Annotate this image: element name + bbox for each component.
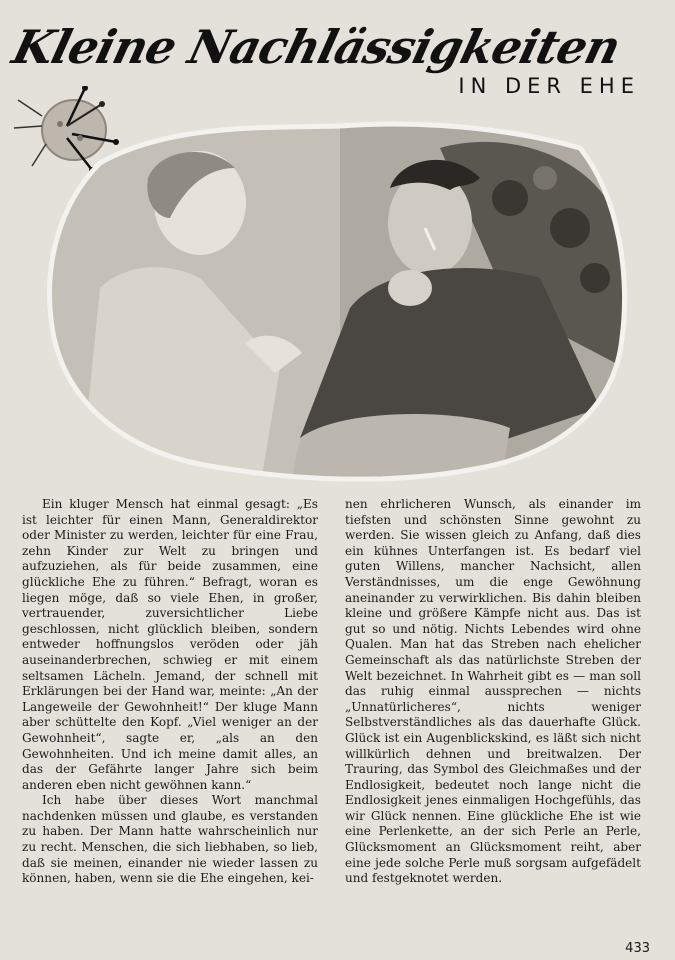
article-column-left [22, 497, 318, 887]
article-subtitle: IN DER EHE [458, 74, 640, 98]
paragraph: Ich habe über dieses Wort manchmal nachdenken müssen und glaube, es verstanden zu haben. Der Mann hatte wahrscheinlich nur zu recht. Menschen, die sich liebhaben, so lieb, daß sie meinen, einander nie wieder lassen zu können, haben, wenn sie die Ehe eingehen, kei- [22, 793, 318, 886]
article-title: Kleine Nachlässigkeiten [7, 20, 626, 74]
paragraph: Ein kluger Mensch hat einmal gesagt: „Es ist leichter für einen Mann, Generaldirektor oder Minister zu werden, leichter für eine Frau, zehn Kinder zur Welt zu bringen und aufzuziehen, als für beide zusammen, eine glückliche Ehe zu führen.“ Befragt, woran es liegen möge, daß so viele Ehen, in großer, vertrauender, zuversichtlicher Liebe geschlossen, nicht glücklich bleiben, sondern entweder hoffnungslos veröden oder jäh auseinanderbrechen, schwieg er mit einem seltsamen Lächeln. Jemand, der schnell mit Erklärungen bei der Hand war, meinte: „An der Langeweile der Gewohnheit!“ Der kluge Mann aber schüttelte den Kopf. „Viel weniger an der Gewohnheit“, sagte er, „als an den Gewohnheiten. Und ich meine damit alles, an das der Gefährte langer Jahre sich beim anderen eben nicht gewöhnen kann.“ [22, 497, 318, 792]
article-column-right [345, 497, 641, 887]
page-number: 433 [625, 941, 650, 956]
paragraph: nen ehrlicheren Wunsch, als einander im tiefsten und schönsten Sinne gewohnt zu werden. Sie wissen gleich zu Anfang, daß dies ein kühnes Unterfangen ist. Es bedarf viel guten Willens, mancher Nachsicht, allen Verständnisses, um die enge Gewöhnung aneinander zu verwirklichen. Bis dahin bleiben kleine und größere Kämpfe nicht aus. Das ist gut so und nötig. Nichts Lebendes wird ohne Qualen. Man hat das Streben nach ehelicher Gemeinschaft als das natürlichste Streben der Welt bezeichnet. In Wahrheit gibt es — man soll das ruhig einmal aussprechen — nichts „Unnatürlicheres“, nichts weniger Selbstverständliches als das dauerhafte Glück. Glück ist ein Augenblickskind, es läßt sich nicht willkürlich dehnen und breitwalzen. Der Trauring, das Symbol des Gleichmaßes und der Endlosigkeit, bedeutet noch lange nicht die Endlosigkeit jenes einmaligen Hochgefühls, das wir Glück nennen. Eine glückliche Ehe ist wie eine Perlenkette, an der sich Perle an Perle, Glücksmoment an Glücksmoment reiht, aber eine jede solche Perle muß sorgsam aufgefädelt und festgeknotet werden. [345, 497, 641, 886]
couple-photo [40, 108, 630, 488]
